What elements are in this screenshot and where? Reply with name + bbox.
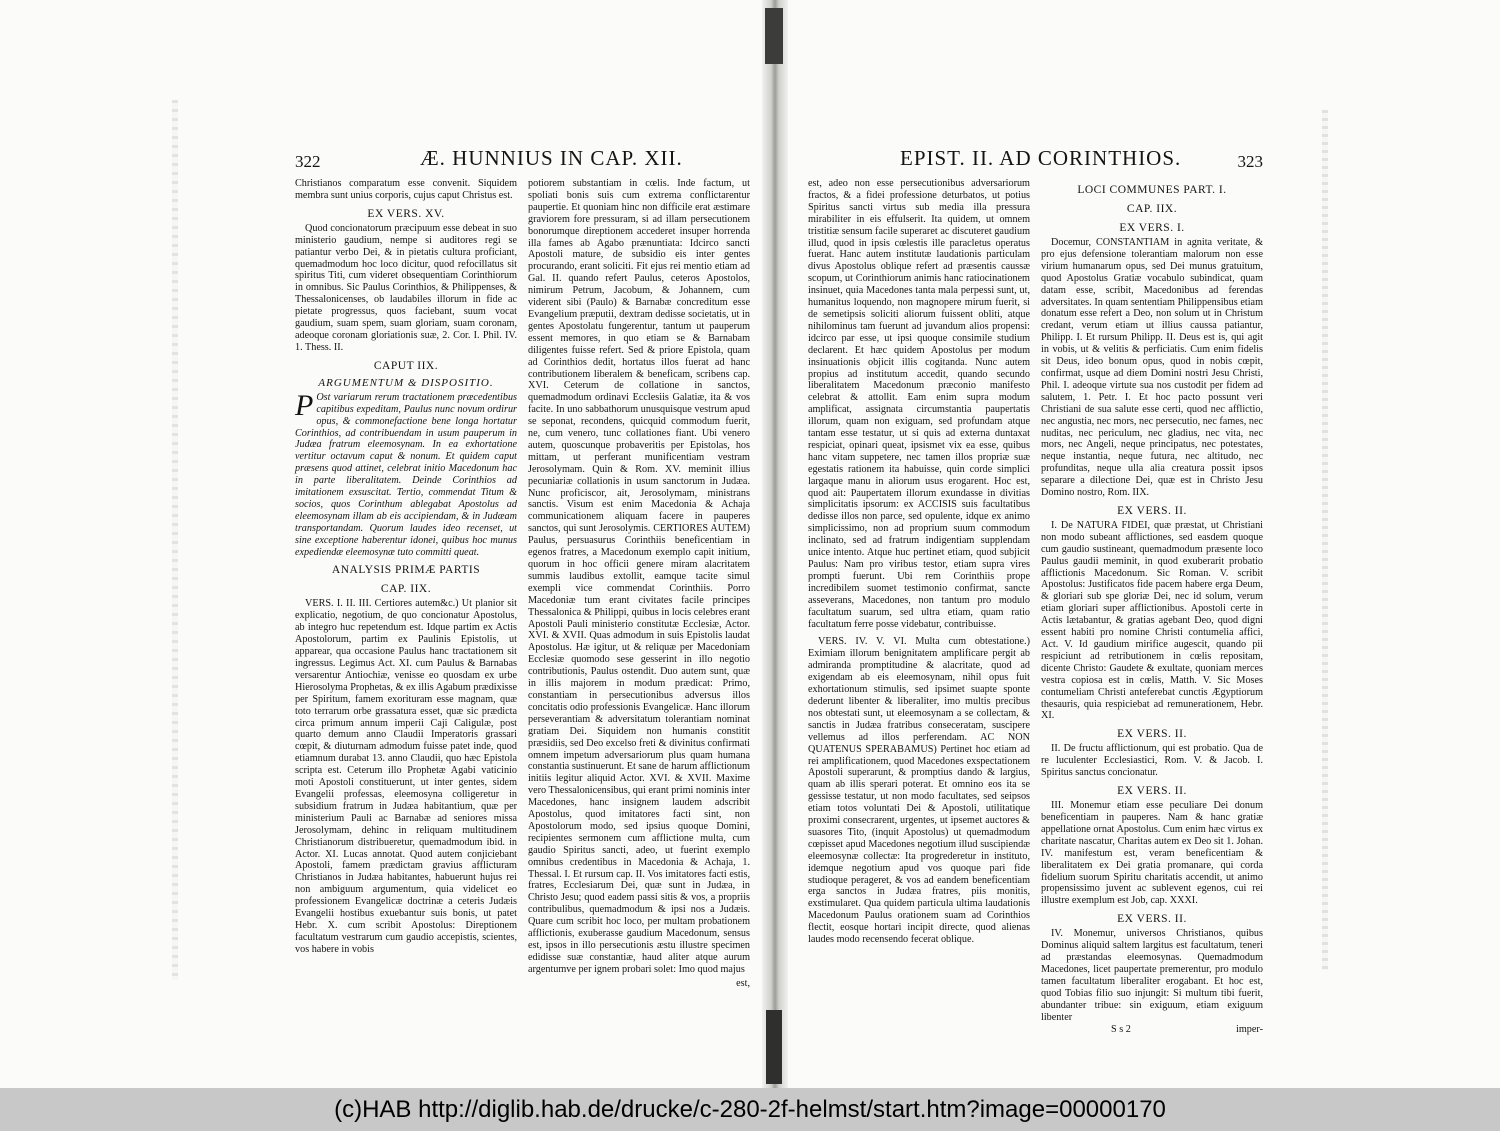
book-gutter [762, 0, 788, 1088]
argument-heading: ARGUMENTUM & DISPOSITIO. [318, 376, 494, 389]
section-heading: EX VERS. II. [1117, 785, 1187, 798]
right-page-columns [808, 178, 1263, 1036]
right-column-2 [1041, 178, 1263, 1036]
catchword: imper- [1236, 1024, 1263, 1036]
paragraph: VERS. IV. V. VI. Multa cum obtestatione.) Eximiam illorum benignitatem amplificare pergit ab admiranda promptitudine & alacritate, quod ad exigendam ab eis eleemosynam, nihil opus fuit exhortationum stimulis, sed ipsimet suapte sponte dederunt libenter & liberaliter, imo multis precibus nos obtestati sunt, ut eleemosynam a se collectam, & sanctis in Judæa fratribus conseceratam, suscipere vellemus ad illos perferendam. AC NON QUATENUS SPERABAMUS) Pertinet hoc etiam ad rei amplificationem, quod Macedones exspectationem Apostoli superarunt, & promptius dando & largius, quam ab illis sperari poterat. Et omnino eos ita se gessisse testatur, ut non modo facultates, sed seipsos etiam totos voluntati Dei & Apostoli, utilitatique proximi consecrarent, urgentes, ut ipsemet auctores & suasores Tito, (inquit Apostolus) ut quemadmodum cœpisset apud Macedones negotium illud suscipiendæ eleemosynæ collectæ: Ita progrederetur in instituto, idemque negotium apud vos quoque pari fide studioque perageret, & vos ad eandem beneficentiam erga sanctos in Judæa fratres, piis monitis, exstimularet. Qua quidem particula ultima laudationis Macedonum Paulus orationem suam ad Corinthios flectit, eosque hortari incipit directe, quod alienas laudes modo recensendo fecerat oblique. [808, 636, 1030, 946]
analysis-subheading: CAP. IIX. [380, 583, 432, 596]
section-heading: EX VERS. I. [1119, 222, 1185, 234]
paragraph: Quod concionatorum præcipuum esse debeat in suo ministerio gaudium, nempe si auditores regi se patiantur verbo Dei, & in pietatis cultura proficiant, quemadmodum hoc loco dicitur, quod refocillatus sit spiritus Titi, cum videret obsequentiam Corinthiorum in omnibus. Sic Paulus Corinthios, & Philippenses, & Thessalonicenses, ob laudabiles illorum in fide ac pietate progressus, quos faciebant, suum vocat gaudium, suam spem, suam gloriam, suam coronam, adeoque coronam gloriationis suæ, 2. Cor. I. Phil. IV. 1. Thess. II. [295, 222, 517, 353]
left-page-columns [295, 178, 750, 990]
right-page-edge [1322, 110, 1328, 970]
page-footer-line [1041, 1024, 1263, 1036]
running-head-right: EPIST. II. AD CORINTHIOS. [900, 146, 1182, 170]
paragraph: Docemur, CONSTANTIAM in agnita veritate, & pro ejus defensione tolerantiam malorum non esse virium humanarum opus, sed Dei munus gratuitum, quod Apostolus Gratiæ vocabulo subindicat, quam datam esse, scribit, Macedonibus ad ferendas adversitates. In quam sententiam Philippensibus etiam donatum esse refert a Deo, non solum ut in Christum credant, verum etiam ut illius caussa patiantur, Philipp. I. Et rursum Philipp. II. Deus est is, qui agit in vobis, ut & velitis & perficiatis. Cum enim fidelis sit Deus, ideo bonum opus, quod in nobis cœpit, confirmat, usque ad diem Domini nostri Jesu Christi, Phil. I. adeoque virtute sua nos custodit per fidem ad salutem, 1. Petr. I. Et hoc pacto possunt veri Christiani de sua salute esse certi, quod nec afflictio, nec angustia, nec mors, nec persecutio, nec fames, nec nuditas, nec periculum, nec gladius, nec vita, nec mors, nec Angeli, neque principatus, nec potestates, neque instantia, neque futura, nec altitudo, nec profunditas, neque ulla alia creatura possit ipsos separare a dilectione Dei, quæ est in Christo Jesu Domino nostro, Rom. IIX. [1041, 237, 1263, 499]
paragraph: I. De NATURA FIDEI, quæ præstat, ut Christiani non modo subeant afflictiones, sed easdem quoque cum gaudio sustineant, quemadmodum præsente loco Paulus gaudii meminit, in quod exuberarit probatio afflictionis Macedonum. Sic Roman. V. scribit Apostolus: Justificatos fide pacem habere erga Deum, & gloriari sub spe gloriæ Dei, nec id solum, verum etiam gloriari super afflictionibus. Apostoli certe in Actis lætabantur, & gratias agebant Deo, quod digni essent habiti pro nomine Christi contumelia affici, Act. V. Id gaudium mirifice augescit, quando pii respiciunt ad retributionem in cœlis repositam, dicente Christo: Gaudete & exultate, quoniam merces vestra copiosa est in cœlis, Matth. V. Sic Moses contumeliam Christi anteferebat cunctis Ægyptiorum thesauris, quia respiciebat ad remunerationem, Hebr. XI. [1041, 519, 1263, 722]
section-heading: EX VERS. II. [1117, 913, 1187, 926]
drop-cap: P [295, 388, 314, 422]
right-page-header [808, 140, 1263, 178]
catchword: est, [736, 977, 750, 989]
section-heading: EX VERS. XV. [367, 207, 445, 220]
analysis-heading: ANALYSIS PRIMÆ PARTIS [331, 564, 481, 577]
running-head-left: Æ. HUNNIUS IN CAP. XII. [420, 146, 683, 170]
argument-paragraph [295, 388, 517, 559]
gutter-binding-bottom [766, 1010, 782, 1084]
page-number-right: 323 [1237, 152, 1263, 171]
left-page-header [295, 140, 750, 178]
chapter-heading: CAP. IIX. [1126, 203, 1178, 215]
paragraph: II. De fructu afflictionum, qui est probatio. Qua de re luculenter Ecclesiastici, Rom. V. & Jacob. I. Spiritus sanctus concionatur. [1041, 743, 1263, 779]
left-page-edge [172, 100, 178, 980]
paragraph: IV. Monemur, universos Christianos, quibus Dominus aliquid saltem largitus est facultatum, teneri ad præstandas eleemosynas. Quemadmodum Macedones, licet paupertate premerentur, pro modulo tamen facultatum liberaliter erogabant. Et hoc est, quod Tobias filio suo injungit: Si multum tibi fuerit, abundanter tribue: sin exiguum, etiam exiguum libenter [1041, 928, 1263, 1023]
left-page [295, 140, 750, 990]
loci-heading: LOCI COMMUNES PART. I. [1077, 184, 1227, 196]
right-column-1 [808, 178, 1030, 1036]
paragraph: potiorem substantiam in cœlis. Inde factum, ut spoliati bonis suis cum extrema conflictarentur paupertie. Et quoniam hinc non difficile erat æstimare graviorem fore pressuram, si ad illam persecutionem bonorumque direptionem accederet insuper horrenda illa fames ab Agabo prænuntiata: Idcirco sancti Apostoli mature, de subsidio eis inter gentes procurando, erant soliciti. Fit ejus rei mentio etiam ad Gal. II. quando refert Paulus, ceteros Apostolos, nimirum Petrum, Jacobum, & Johannem, cum viderent sibi (Paulo) & Barnabæ concreditum esse Evangelium præputii, dextram dedisse societatis, ut in gentes Apostolatu fungerentur, tantum ut pauperum essent memores, in quo etiam se & Barnabam diligentes fuisse refert. Sed & priore Epistola, quam ad Corinthios dedit, hortatus illos fuerat ad hanc contributionem liberalem & beneficam, scribens cap. XVI. Ceterum de collatione in sanctos, quemadmodum ordinavi Ecclesiis Galatiæ, ita & vos facite. In uno sabbathorum unusquisque vestrum apud se seponat, recondens, quicquid commodum fuerit, ne, cum venero, tunc collationes fiant. Ubi venero autem, quoscunque probaveritis per Epistolas, hos mittam, ut perferant munificentiam vestram Jerosolymam. Quin & Rom. XV. meminit illius pecuniariæ collationis in usum sanctorum in Judæa. Nunc proficiscor, ait, Jerosolymam, ministrans sanctis. Visum est enim Macedonia & Achaja communicationem aliquam facere in pauperes sanctos, qui sunt Jerosolymis. CERTIORES AUTEM) Paulus, persuasurus Corinthiis beneficentiam in egenos fratres, a Macedonum exemplo capit initium, quorum in hoc officii genere miram alacritatem summis laudibus extollit, eamque tacite simul exempli vice commendat Corinthiis. Porro Macedoniæ tum erant civitates facile principes Thessalonica & Philippi, quibus in locis celebres erant Apostoli Pauli ministerio constitutæ Ecclesiæ, Actor. XVI. & XVII. Quas admodum in suis Epistolis laudat Apostolus. Hæ igitur, ut & reliquæ per Macedoniam Ecclesiæ quomodo sese gesserint in illo negotio contributionis, Paulus ostendit. Duo autem sunt, quæ in illis majorem in modum prædicat: Primo, constantiam in persecutionibus adversus illos concitatis odio professionis Evangelicæ. Hanc illorum perseverantiam & adversitatum tolerantiam nominat gratiam Dei. Siquidem non humanis constitit præsidiis, sed Deo excelso freti & divinitus confirmati omnem impetum adversariorum plus quam humana constantia sustinuerunt. Et sane de harum afflictionum initiis legitur aliquid Actor. XVI. & XVII. Maxime vero Thessalonicensibus, qui erant primi nominis inter Macedones, hanc insignem laudem adscribit Apostolus, quod imitatores facti sint, non Apostolorum modo, sed ipsius quoque Domini, recipientes sermonem cum afflictione multa, cum gaudio Spiritus sancti, adeo, ut fuerint exemplo omnibus credentibus in Macedonia & Achaja, 1. Thessal. I. Et rursum cap. II. Vos imitatores facti estis, fratres, Ecclesiarum Dei, quæ sunt in Judæa, in Christo Jesu; quod eadem passi sitis & vos, a propriis contribulibus, quemadmodum & ipsi nos a Judæis. Quare cum scribit hoc loco, per multam probationem afflictionis, exuberasse gaudium Macedonum, sensus est, ipsos in illo persecutionis æstu illustre specimen edidisse suæ constantiæ, haud aliter atque aurum argentumve per ignem probari solet: Imo quod majus [528, 178, 750, 975]
chapter-heading: CAPUT IIX. [373, 359, 439, 372]
copyright-caption: (c)HAB http://diglib.hab.de/drucke/c-280-2f-helmst/start.htm?image=00000170 [0, 1088, 1500, 1131]
page-number-left: 322 [295, 152, 321, 171]
argument-text: Ost variarum rerum tractationem præcedentibus capitibus expeditam, Paulus nunc novum ordirur opus, & commonefactione bene longa hortatur Corinthios, ad contribuendam in usum pauperum in Judæa fratrum eleemosynam. In ea exhortatione vertitur octavum caput & nonum. Et quidem caput præsens quod attinet, celebrat initio Macedonum hac in parte liberalitatem. Deinde Corinthios ad imitationem exsuscitat. Tertio, commendat Titum & socios, quos Corinthum ablegabat Apostolus ad eleemosynam illam ab eis accipiendam, & in Judæam transportandam. Quorum laudes ideo recenset, ut sine exceptione haberentur idonei, quibus hoc munus expediendæ eleemosynæ tuto committi queat. [295, 391, 517, 558]
left-column-2 [528, 178, 750, 990]
right-page [808, 140, 1263, 1036]
paragraph: Christianos comparatum esse convenit. Siquidem membra sunt unius corporis, cujus caput Christus est. [295, 178, 517, 201]
paragraph: III. Monemur etiam esse peculiare Dei donum beneficentiam in pauperes. Nam & hanc gratiæ appellatione ornat Apostolus. Cum enim hæc virtus ex charitate nascatur, Charitas autem ex Deo sit 1. Johan. IV. manifestum est, veram beneficentiam & liberalitatem ex Dei gratia promanare, qui corda fidelium suorum Spiritu charitatis accendit, ut animo propensissimo juvent ac sublevent egenos, cui rei illustre exemplum est Job, cap. XXXI. [1041, 800, 1263, 907]
section-heading: EX VERS. II. [1117, 728, 1187, 741]
gutter-binding-top [765, 8, 783, 64]
paragraph: est, adeo non esse persecutionibus adversariorum fractos, & a fidei professione deturbatos, ut potius Spiritus sancti virtus sub media illa pressura mirabiliter in eis effulserit. Ita quidem, ut omnem tristitiæ sensum facile superaret ac discuteret gaudium illud, quod in ipsis cœlestis ille paracletus operatus fuerat. Hanc autem institutæ laudationis particulam divus Apostolus oblique refert ad præsentis caussæ scopum, ut Corinthiorum animis hanc ratiocinationem insinuet, quia Macedones tanta mala perpessi sunt, ut, humanitus loquendo, non magnopere mirum fuerit, si de semetipsis soliciti aliorum fuissent obliti, atque nihilominus tam fuerunt ad juvandum alios propensi: idcirco par esse, ut ipsi quoque consimile studium declarent. Et hæc quidem Apostolus per modum insinuationis objicit illis cogitanda. Nunc autem propius ad institutum accedit, quando secundo liberalitatem Macedonum præconio manifesto celebrat & attollit. Eam enim supra modum amplificat, assignata circumstantia paupertatis illorum, quam non exiguam, sed profundam atque tantam esse testatur, ut si quis ad externa duntaxat respiciat, opinari queat, ipsismet vix ea esse, quibus hanc vitam suppetere, nec tamen illos propriæ suæ egestatis rationem ita habuisse, quin corde simplici largaque manu in aliorum usus erogarent. Hoc est, quod ait: Paupertatem illorum exundasse in divitias simplicitatis ipsorum: ex ACCISIS suis facultatibus dedisse illos non parce, sed opulente, idque ex animo simplicissimo, non ad proprium suum commodum inclinato, sed ad fratrum indigentiam supplendam unice intento. Atque huc pertinet etiam, quod subjicit Paulus: Nam pro viribus testor, etiam supra vires prompti fuerunt. Ubi rem Corinthiis prope incredibilem suomet testimonio confirmat, sancte asseverans, Macedones, non tantum pro modulo facultatum suarum, sed ultra etiam, quam ratio facultatum ferre posse videbatur, contribuisse. [808, 178, 1030, 630]
paragraph: VERS. I. II. III. Certiores autem&c.) Ut planior sit explicatio, negotium, de quo concionatur Apostolus, ab integro huc repetendum est. Idque partim ex Actis Apostolorum, partim ex Paulinis Epistolis, ut apparear, qua occasione Paulus hanc tractationem sit ingressus. Legimus Act. XI. cum Paulus & Barnabas versarentur Antiochiæ, venisse eo quosdam ex urbe Hierosolyma Prophetas, & ex illis Agabum prædixisse per Spiritum, famem exorituram esse magnam, quæ toto terrarum orbe grassatura esset, quæ sic prædicta circa primum annum imperii Caji Caligulæ, post quarto demum anno Claudii Imperatoris grassari cœpit, & diuturnam admodum fuisse patet inde, quod etiamnum durabat 13. anno Claudii, quo hæc Epistola scripta est. Ceterum illo Prophetæ Agabi vaticinio moti Apostoli constituerunt, ut inter gentes, sidem Evangelii professas, eleemosyna colligeretur in subsidium fratrum in Judæa habitantium, quæ per ministerium Pauli ac Barnabæ ad seniores missa Jerosolymam, dehinc in reliquam multitudinem Christianorum distribueretur, quemadmodum ibid. in Actor. XI. Lucas annotat. Quod autem conjiciebant Apostoli, famem prædictam gravius afflicturam Christianos in Judæa habitantes, habuerunt hujus rei non ambiguum argumentum, quia videlicet eo professionem Evangelicæ doctrinæ a ceteris Judæis Evangelii hostibus exuebantur suis bonis, ut patet Hebr. X. cum scribit Apostolus: Direptionem facultatum vestrarum cum gaudio accepistis, scientes, vos habere in vobis [295, 598, 517, 955]
left-column-1 [295, 178, 517, 990]
signature-mark: S s 2 [1111, 1024, 1131, 1036]
section-heading: EX VERS. II. [1117, 504, 1187, 517]
